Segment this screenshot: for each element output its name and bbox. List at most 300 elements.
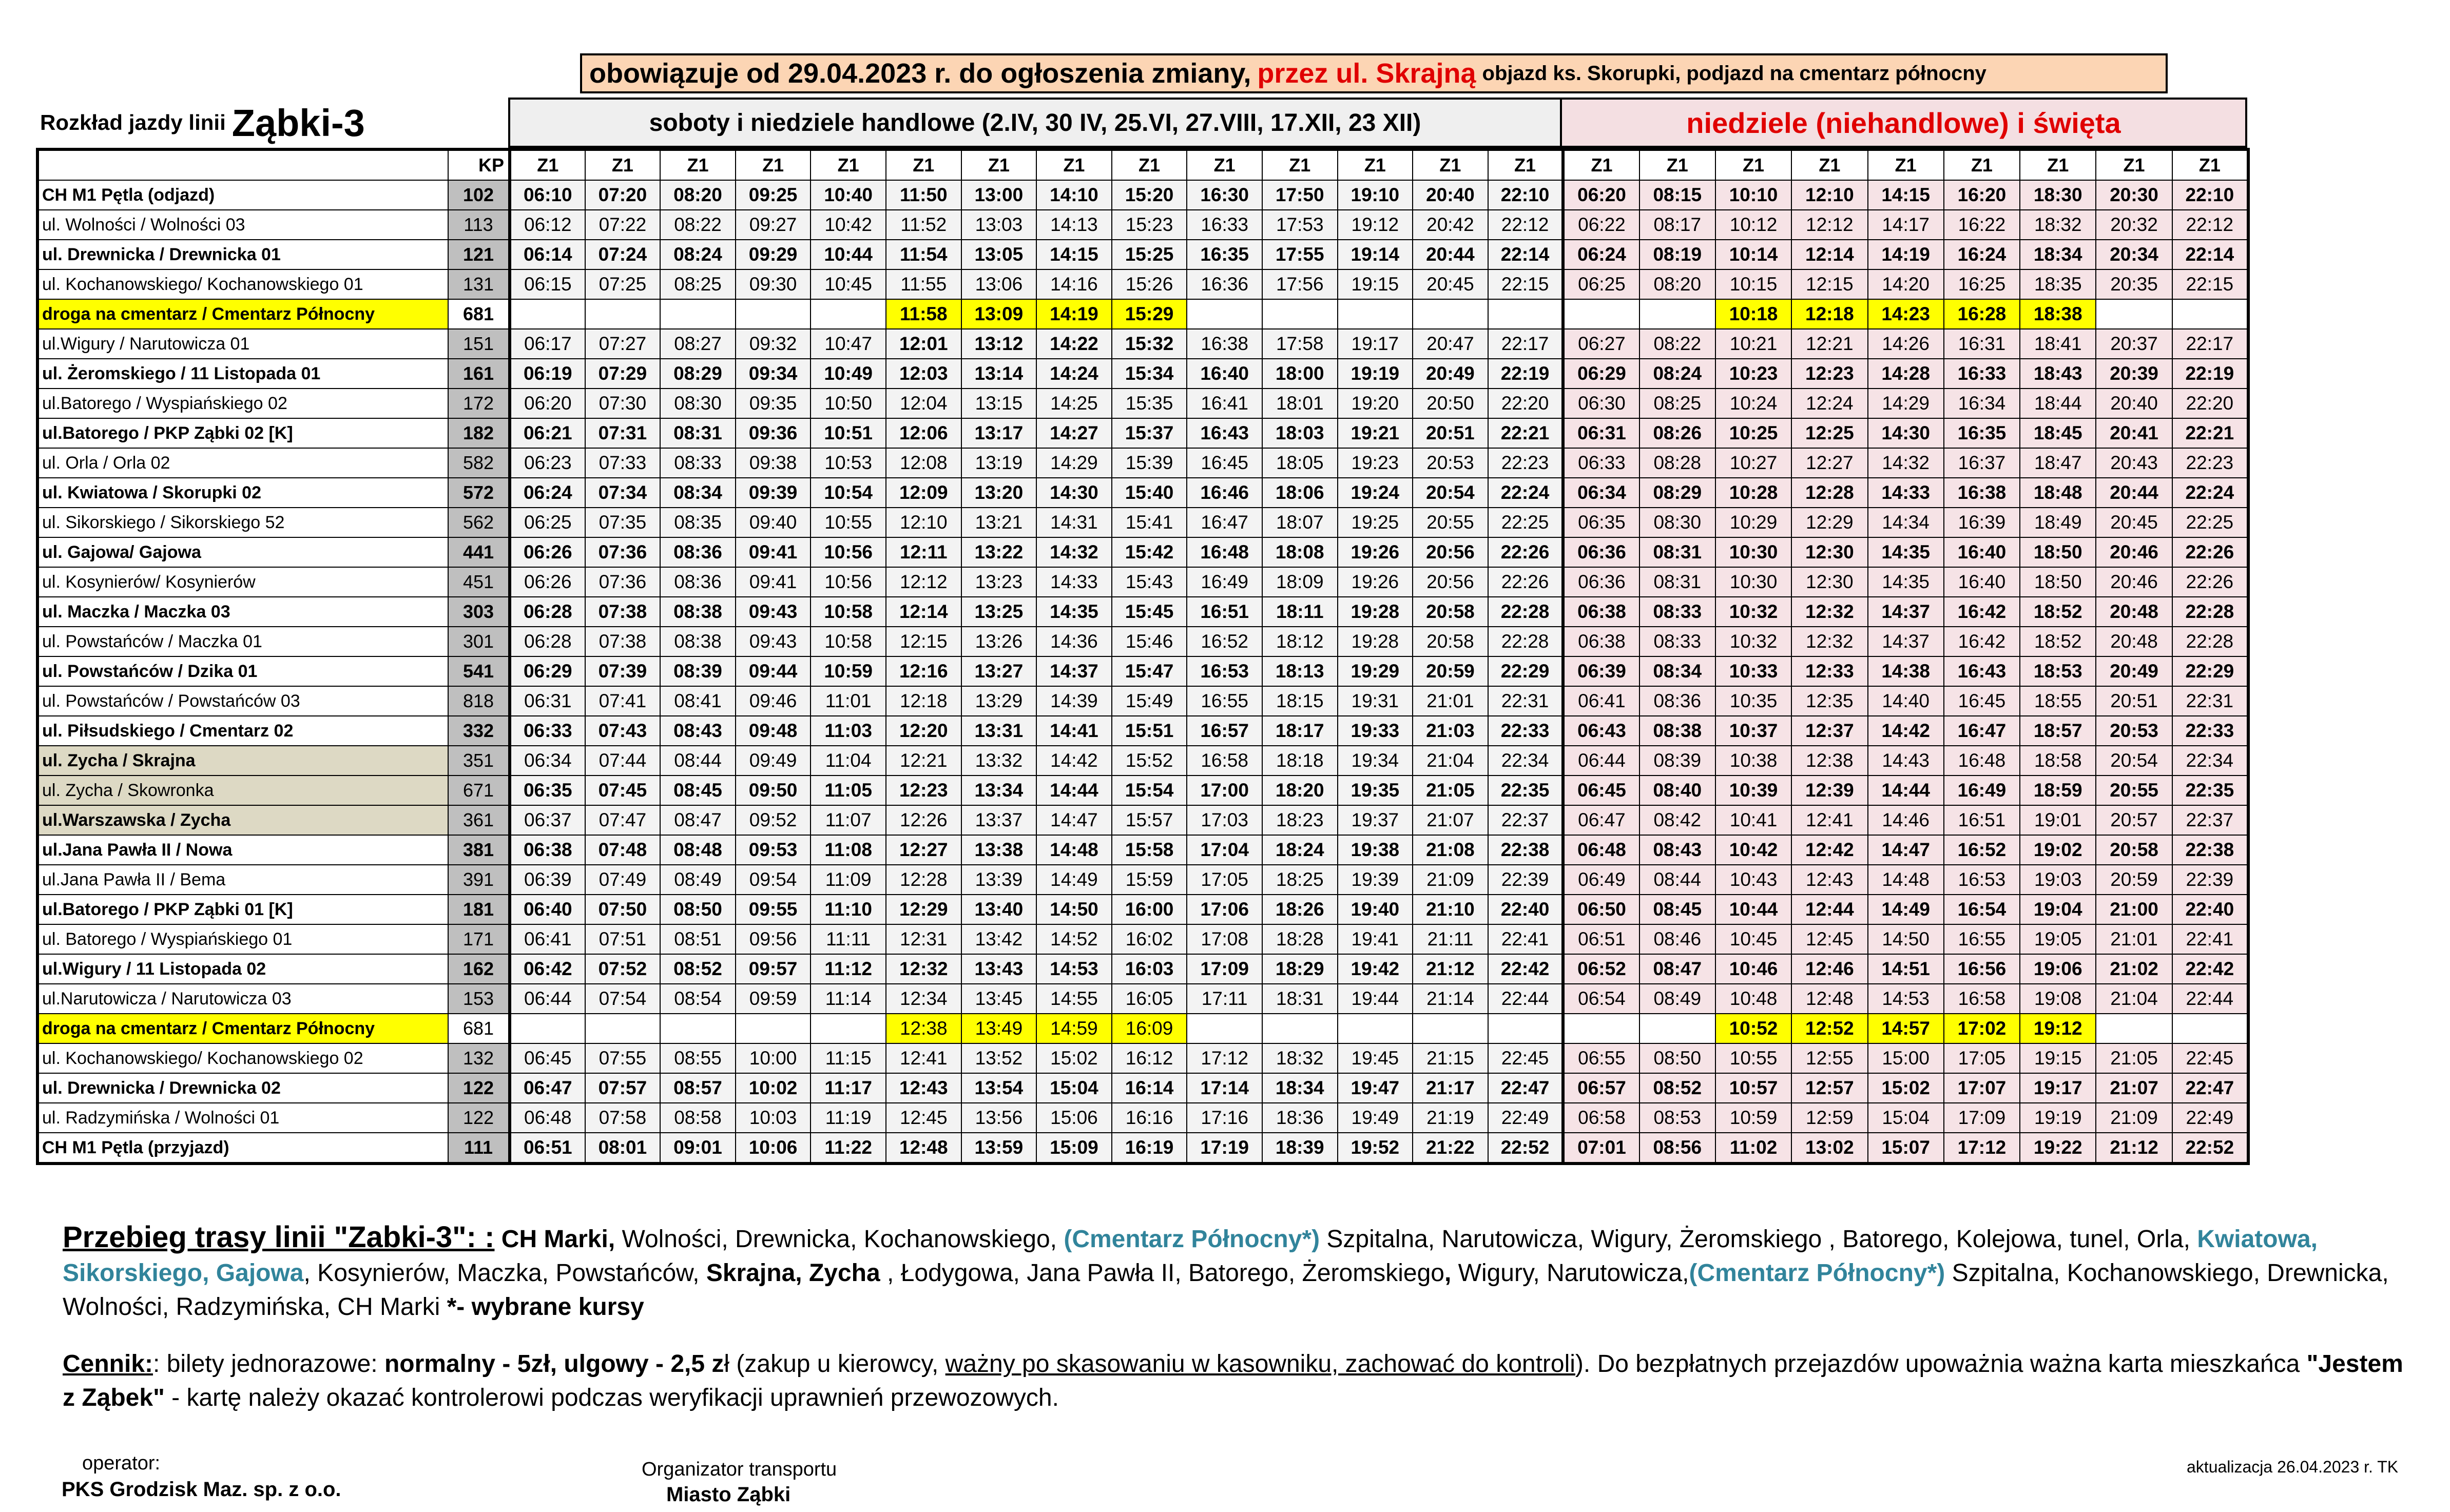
course-header: Z1 [1791,149,1867,180]
departure-time: 19:17 [2020,1073,2096,1103]
departure-time: 18:15 [1262,686,1338,716]
stop-name: ul. Kosynierów/ Kosynierów [37,567,448,597]
departure-time: 17:03 [1187,805,1262,835]
departure-time: 10:42 [1715,835,1791,865]
departure-time: 19:19 [1338,359,1413,389]
departure-time: 08:33 [1639,627,1715,656]
departure-time: 14:22 [1036,329,1112,359]
departure-time: 20:47 [1413,329,1488,359]
departure-time: 17:16 [1187,1103,1262,1133]
departure-time: 12:20 [886,716,961,746]
timetable-row [37,1043,2248,1073]
text-fragment: Szpitalna, Kochanowskiego, Drewnicka, Wolności, Radzymińska, CH Marki [63,1259,2389,1321]
departure-time: 13:43 [961,954,1037,984]
departure-time: 17:07 [1944,1073,2020,1103]
departure-time: 06:47 [1563,805,1639,835]
departure-time: 10:18 [1715,299,1791,329]
departure-time: 18:30 [2020,180,2096,210]
stop-kp: 572 [448,478,510,508]
departure-time: 22:40 [2172,895,2248,924]
departure-time: 06:33 [510,716,585,746]
route-description [63,1220,2403,1324]
departure-time: 07:31 [585,418,661,448]
departure-time: 10:21 [1715,329,1791,359]
departure-time: 22:34 [1488,746,1564,776]
departure-time: 12:04 [886,389,961,418]
departure-time: 07:54 [585,984,661,1014]
timetable-row [37,1133,2248,1164]
departure-time: 14:16 [1036,269,1112,299]
timetable-row [37,299,2248,329]
departure-time: 10:45 [811,269,886,299]
stop-name: ul. Orla / Orla 02 [37,448,448,478]
stop-kp: 121 [448,240,510,269]
departure-time: 22:34 [2172,746,2248,776]
departure-time: 12:41 [1791,805,1867,835]
stop-name: ul. Powstańców / Maczka 01 [37,627,448,656]
departure-time: 13:26 [961,627,1037,656]
departure-time: 09:53 [736,835,811,865]
departure-time: 08:31 [1639,537,1715,567]
timetable-row [37,805,2248,835]
departure-time: 07:48 [585,835,661,865]
departure-time: 11:09 [811,865,886,895]
departure-time [1413,299,1488,329]
title-prefix: Rozkład jazdy linii [40,110,226,134]
departure-time: 17:14 [1187,1073,1262,1103]
departure-time: 06:29 [510,656,585,686]
departure-time: 14:50 [1036,895,1112,924]
departure-time: 22:24 [1488,478,1564,508]
timetable-row [37,210,2248,240]
departure-time: 06:21 [510,418,585,448]
departure-time: 14:27 [1036,418,1112,448]
departure-time: 19:12 [1338,210,1413,240]
departure-time: 20:44 [2096,478,2172,508]
departure-time: 19:35 [1338,776,1413,805]
departure-time: 12:38 [1791,746,1867,776]
departure-time: 07:44 [585,746,661,776]
departure-time: 06:54 [1563,984,1639,1014]
departure-time: 12:14 [1791,240,1867,269]
departure-time: 13:27 [961,656,1037,686]
departure-time: 16:54 [1944,895,2020,924]
departure-time: 20:56 [1413,537,1488,567]
departure-time: 11:55 [886,269,961,299]
stop-name: ul.Jana Pawła II / Nowa [37,835,448,865]
timetable-row [37,359,2248,389]
departure-time: 13:37 [961,805,1037,835]
stop-name: ul.Batorego / PKP Ząbki 02 [K] [37,418,448,448]
departure-time: 07:49 [585,865,661,895]
departure-time: 07:38 [585,597,661,627]
departure-time: 16:40 [1187,359,1262,389]
departure-time: 12:12 [886,567,961,597]
departure-time: 06:50 [1563,895,1639,924]
departure-time: 20:48 [2096,597,2172,627]
departure-time: 10:46 [1715,954,1791,984]
departure-time: 16:34 [1944,389,2020,418]
departure-time: 06:44 [510,984,585,1014]
departure-time: 06:36 [1563,537,1639,567]
stop-kp: 162 [448,954,510,984]
departure-time: 06:52 [1563,954,1639,984]
departure-time: 22:10 [1488,180,1564,210]
departure-time: 08:38 [1639,716,1715,746]
departure-time: 10:42 [811,210,886,240]
departure-time: 07:36 [585,537,661,567]
departure-time: 19:26 [1338,537,1413,567]
departure-time: 09:55 [736,895,811,924]
stop-kp: 681 [448,299,510,329]
timetable-row [37,656,2248,686]
departure-time: 19:28 [1338,597,1413,627]
departure-time: 19:20 [1338,389,1413,418]
departure-time: 12:32 [1791,627,1867,656]
departure-time: 13:17 [961,418,1037,448]
departure-time: 18:29 [1262,954,1338,984]
stop-kp: 301 [448,627,510,656]
departure-time: 16:58 [1187,746,1262,776]
departure-time: 16:46 [1187,478,1262,508]
departure-time: 12:55 [1791,1043,1867,1073]
timetable-row [37,180,2248,210]
departure-time: 08:57 [660,1073,736,1103]
departure-time: 19:45 [1338,1043,1413,1073]
departure-time: 08:56 [1639,1133,1715,1164]
departure-time: 13:19 [961,448,1037,478]
departure-time: 09:46 [736,686,811,716]
price-label: Cennik: [63,1350,153,1378]
course-header: Z1 [736,149,811,180]
departure-time: 20:53 [1413,448,1488,478]
departure-time: 21:05 [2096,1043,2172,1073]
timetable-row [37,835,2248,865]
departure-time: 06:28 [510,597,585,627]
stop-name: ul. Wolności / Wolności 03 [37,210,448,240]
departure-time: 22:28 [2172,597,2248,627]
departure-time: 20:48 [2096,627,2172,656]
departure-time: 06:35 [1563,508,1639,537]
departure-time: 12:48 [1791,984,1867,1014]
departure-time: 22:41 [1488,924,1564,954]
departure-time: 08:28 [1639,448,1715,478]
departure-time: 19:06 [2020,954,2096,984]
departure-time [2096,299,2172,329]
departure-time: 14:52 [1036,924,1112,954]
departure-time: 09:43 [736,627,811,656]
departure-time: 08:30 [660,389,736,418]
departure-time: 10:44 [1715,895,1791,924]
departure-time: 10:23 [1715,359,1791,389]
course-header: Z1 [886,149,961,180]
departure-time: 06:55 [1563,1043,1639,1073]
departure-time: 18:32 [1262,1043,1338,1073]
stop-name: ul. Powstańców / Dzika 01 [37,656,448,686]
departure-time: 21:01 [2096,924,2172,954]
departure-time: 13:40 [961,895,1037,924]
departure-time: 15:42 [1112,537,1187,567]
stop-kp: 441 [448,537,510,567]
departure-time: 13:03 [961,210,1037,240]
departure-time: 14:29 [1868,389,1944,418]
departure-time: 14:13 [1036,210,1112,240]
departure-time: 10:58 [811,597,886,627]
departure-time: 14:49 [1868,895,1944,924]
stop-name: CH M1 Pętla (przyjazd) [37,1133,448,1164]
stop-name: ul. Gajowa/ Gajowa [37,537,448,567]
departure-time: 06:48 [1563,835,1639,865]
departure-time: 12:38 [886,1014,961,1043]
departure-time: 20:55 [1413,508,1488,537]
departure-time: 14:30 [1868,418,1944,448]
departure-time: 12:21 [886,746,961,776]
departure-time: 12:35 [1791,686,1867,716]
departure-time: 15:35 [1112,389,1187,418]
departure-time: 16:51 [1944,805,2020,835]
departure-time: 16:09 [1112,1014,1187,1043]
text-fragment: *- wybrane kursy [447,1293,644,1321]
departure-time: 22:26 [2172,567,2248,597]
course-header: Z1 [1868,149,1944,180]
departure-time: 17:58 [1262,329,1338,359]
departure-time: 09:52 [736,805,811,835]
departure-time: 16:19 [1112,1133,1187,1164]
departure-time: 13:02 [1791,1133,1867,1164]
departure-time: 12:23 [886,776,961,805]
stop-kp: 172 [448,389,510,418]
departure-time: 14:26 [1868,329,1944,359]
departure-time [1639,1014,1715,1043]
departure-time: 18:31 [1262,984,1338,1014]
departure-time: 06:30 [1563,389,1639,418]
departure-time: 22:42 [2172,954,2248,984]
departure-time [811,1014,886,1043]
departure-time: 10:39 [1715,776,1791,805]
departure-time: 09:32 [736,329,811,359]
stop-kp: 541 [448,656,510,686]
departure-time: 12:30 [1791,567,1867,597]
departure-time: 22:20 [1488,389,1564,418]
departure-time: 08:46 [1639,924,1715,954]
departure-time: 12:30 [1791,537,1867,567]
departure-time: 18:50 [2020,567,2096,597]
departure-time: 10:43 [1715,865,1791,895]
departure-time: 10:29 [1715,508,1791,537]
stop-name: ul. Kochanowskiego/ Kochanowskiego 01 [37,269,448,299]
departure-time [1488,299,1564,329]
stop-kp: 361 [448,805,510,835]
departure-time: 10:45 [1715,924,1791,954]
stop-kp: 122 [448,1103,510,1133]
departure-time: 15:49 [1112,686,1187,716]
departure-time: 14:19 [1036,299,1112,329]
departure-time: 10:41 [1715,805,1791,835]
departure-time: 08:31 [660,418,736,448]
departure-time: 14:31 [1036,508,1112,537]
timetable-row [37,924,2248,954]
departure-time: 12:12 [1791,210,1867,240]
timetable-row [37,240,2248,269]
departure-time: 17:02 [1944,1014,2020,1043]
departure-time [2172,1014,2248,1043]
departure-time: 21:04 [2096,984,2172,1014]
update-note: aktualizacja 26.04.2023 r. TK [2187,1458,2399,1476]
departure-time: 20:58 [1413,597,1488,627]
departure-time: 11:19 [811,1103,886,1133]
departure-time: 18:17 [1262,716,1338,746]
departure-time: 06:40 [510,895,585,924]
departure-time: 12:23 [1791,359,1867,389]
departure-time: 18:53 [2020,656,2096,686]
departure-time: 22:23 [2172,448,2248,478]
departure-time: 21:17 [1413,1073,1488,1103]
departure-time: 16:55 [1187,686,1262,716]
detour-street: przez ul. Skrajną [1257,58,1476,89]
departure-time: 12:06 [886,418,961,448]
departure-time: 12:09 [886,478,961,508]
departure-time: 06:10 [510,180,585,210]
departure-time: 14:37 [1868,597,1944,627]
departure-time: 16:35 [1944,418,2020,448]
departure-time: 12:01 [886,329,961,359]
departure-time: 18:55 [2020,686,2096,716]
departure-time: 08:50 [1639,1043,1715,1073]
departure-time: 08:25 [660,269,736,299]
stop-name: ul.Wigury / 11 Listopada 02 [37,954,448,984]
departure-time: 07:51 [585,924,661,954]
departure-time: 22:28 [2172,627,2248,656]
departure-time: 14:59 [1036,1014,1112,1043]
departure-time: 07:47 [585,805,661,835]
course-header: Z1 [510,149,585,180]
departure-time: 15:09 [1036,1133,1112,1164]
stop-name: ul.Batorego / PKP Ząbki 01 [K] [37,895,448,924]
departure-time: 20:41 [2096,418,2172,448]
timetable-row [37,716,2248,746]
departure-time: 22:23 [1488,448,1564,478]
departure-time: 08:45 [660,776,736,805]
departure-time: 12:29 [886,895,961,924]
departure-time [1338,1014,1413,1043]
departure-time: 09:41 [736,537,811,567]
departure-time: 08:29 [1639,478,1715,508]
departure-time: 17:50 [1262,180,1338,210]
line-name: Ząbki-3 [232,101,365,144]
departure-time [1338,299,1413,329]
departure-time [736,299,811,329]
departure-time: 18:07 [1262,508,1338,537]
departure-time [1639,299,1715,329]
departure-time: 08:41 [660,686,736,716]
departure-time: 07:36 [585,567,661,597]
departure-time: 15:54 [1112,776,1187,805]
departure-time: 14:47 [1036,805,1112,835]
timetable-row [37,389,2248,418]
departure-time: 21:05 [1413,776,1488,805]
departure-time: 12:33 [1791,656,1867,686]
departure-time: 22:19 [1488,359,1564,389]
departure-time: 16:43 [1944,656,2020,686]
departure-time: 20:57 [2096,805,2172,835]
departure-time: 06:41 [510,924,585,954]
stop-kp: 122 [448,1073,510,1103]
departure-time: 06:51 [1563,924,1639,954]
departure-time: 13:12 [961,329,1037,359]
text-fragment: ważny po skasowaniu w kasowniku, zachować do kontroli [945,1350,1575,1378]
departure-time: 20:54 [2096,746,2172,776]
course-header: Z1 [2172,149,2248,180]
departure-time: 18:47 [2020,448,2096,478]
departure-time: 06:45 [1563,776,1639,805]
departure-time: 15:34 [1112,359,1187,389]
departure-time: 16:25 [1944,269,2020,299]
departure-time: 16:43 [1187,418,1262,448]
departure-time: 14:38 [1868,656,1944,686]
departure-time: 19:14 [1338,240,1413,269]
departure-time: 10:14 [1715,240,1791,269]
departure-time: 08:27 [660,329,736,359]
departure-time: 20:40 [1413,180,1488,210]
departure-time: 14:43 [1868,746,1944,776]
departure-time: 12:11 [886,537,961,567]
departure-time: 08:49 [1639,984,1715,1014]
departure-time: 14:37 [1036,656,1112,686]
departure-time: 21:00 [2096,895,2172,924]
departure-time: 12:27 [886,835,961,865]
course-header: Z1 [660,149,736,180]
departure-time: 09:49 [736,746,811,776]
departure-time: 08:39 [660,656,736,686]
text-fragment: : bilety jednorazowe: [153,1350,384,1378]
departure-time: 08:29 [660,359,736,389]
departure-time: 13:31 [961,716,1037,746]
departure-time: 10:52 [1715,1014,1791,1043]
timetable-row [37,1103,2248,1133]
stop-kp: 111 [448,1133,510,1164]
departure-time: 11:08 [811,835,886,865]
departure-time: 18:25 [1262,865,1338,895]
departure-time: 19:41 [1338,924,1413,954]
departure-time: 08:44 [1639,865,1715,895]
departure-time: 18:38 [2020,299,2096,329]
departure-time [2096,1014,2172,1043]
departure-time: 16:42 [1944,627,2020,656]
departure-time: 20:51 [1413,418,1488,448]
departure-time: 13:29 [961,686,1037,716]
departure-time: 12:48 [886,1133,961,1164]
stop-name: ul.Narutowicza / Narutowicza 03 [37,984,448,1014]
operator-label: operator: [82,1452,161,1474]
departure-time: 17:04 [1187,835,1262,865]
departure-time: 09:50 [736,776,811,805]
stop-kp: 113 [448,210,510,240]
departure-time: 16:49 [1187,567,1262,597]
departure-time: 14:25 [1036,389,1112,418]
departure-time: 12:45 [1791,924,1867,954]
departure-time: 19:29 [1338,656,1413,686]
departure-time: 19:21 [1338,418,1413,448]
departure-time: 18:08 [1262,537,1338,567]
departure-time: 06:49 [1563,865,1639,895]
stop-name: ul. Sikorskiego / Sikorskiego 52 [37,508,448,537]
departure-time: 19:52 [1338,1133,1413,1164]
price-details [63,1350,2403,1411]
departure-time: 22:44 [1488,984,1564,1014]
departure-time: 06:51 [510,1133,585,1164]
departure-time: 13:34 [961,776,1037,805]
departure-time: 17:12 [1944,1133,2020,1164]
